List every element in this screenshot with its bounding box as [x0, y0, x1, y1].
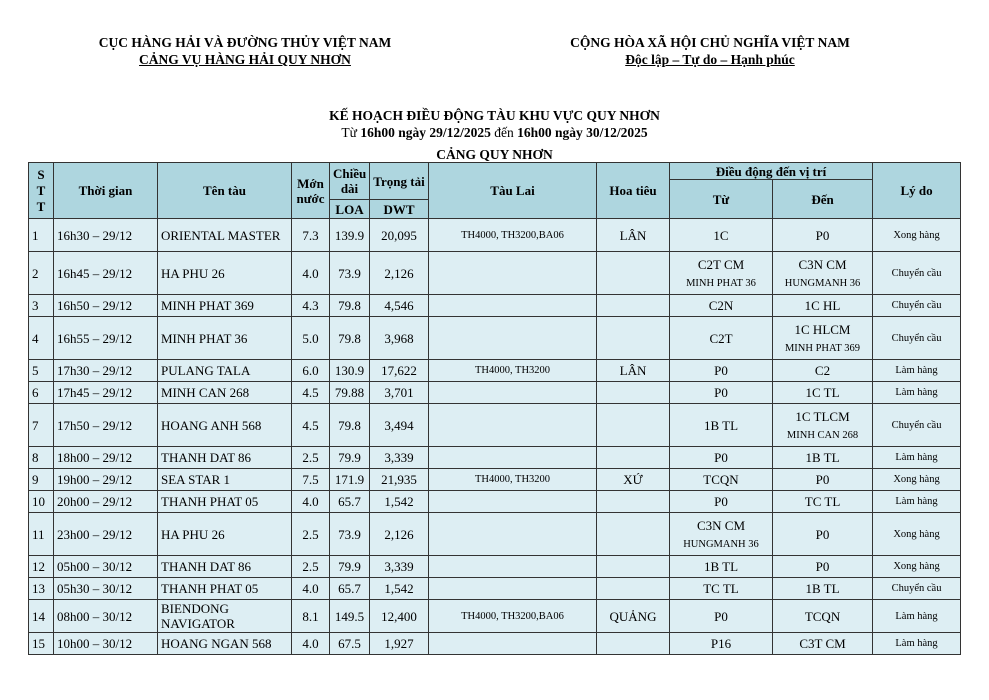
- to-word: đến: [494, 125, 514, 140]
- row-stt: 4: [29, 317, 54, 360]
- row-loa: 73.9: [330, 513, 370, 556]
- row-vessel: THANH DAT 86: [158, 447, 292, 469]
- row-tug: [429, 578, 597, 600]
- row-time: 08h00 – 30/12: [54, 600, 158, 633]
- national-title: CỘNG HÒA XÃ HỘI CHỦ NGHĨA VIỆT NAM: [570, 35, 850, 50]
- row-reason: Chuyển cầu: [873, 295, 961, 317]
- row-loa: 79.8: [330, 317, 370, 360]
- row-pilot: LÂN: [597, 360, 670, 382]
- row-to: P0: [773, 219, 873, 252]
- table-row: [29, 219, 961, 252]
- row-dwt: 4,546: [370, 295, 429, 317]
- row-to-alongside: HUNGMANH 36: [784, 277, 861, 289]
- table-row: [29, 295, 961, 317]
- row-tug: [429, 633, 597, 655]
- row-dwt: 3,701: [370, 382, 429, 404]
- row-loa: 171.9: [330, 469, 370, 491]
- row-loa: 73.9: [330, 252, 370, 295]
- table-row: [29, 633, 961, 655]
- row-reason: Xong hàng: [873, 513, 961, 556]
- table-row: [29, 252, 961, 295]
- row-tug: [429, 556, 597, 578]
- row-pilot: [597, 633, 670, 655]
- row-draft: 7.5: [292, 469, 330, 491]
- col-tonnage-unit: DWT: [370, 200, 429, 219]
- row-vessel: BIENDONG NAVIGATOR: [158, 600, 292, 633]
- col-tonnage: Trọng tải: [370, 163, 429, 200]
- row-stt: 9: [29, 469, 54, 491]
- row-draft: 2.5: [292, 556, 330, 578]
- row-to-alongside: MINH CAN 268: [786, 429, 859, 441]
- row-dwt: 1,542: [370, 491, 429, 513]
- row-tug: TH4000, TH3200,BA06: [429, 600, 597, 633]
- date-range: [0, 124, 989, 141]
- row-stt: 2: [29, 252, 54, 295]
- row-pilot: [597, 447, 670, 469]
- row-vessel: MINH PHAT 369: [158, 295, 292, 317]
- row-loa: 79.8: [330, 295, 370, 317]
- row-from: 1B TL: [670, 404, 773, 447]
- row-vessel: THANH DAT 86: [158, 556, 292, 578]
- row-dwt: 20,095: [370, 219, 429, 252]
- row-pilot: [597, 404, 670, 447]
- row-vessel: HA PHU 26: [158, 513, 292, 556]
- row-dwt: 3,968: [370, 317, 429, 360]
- row-dwt: 21,935: [370, 469, 429, 491]
- table-row: [29, 556, 961, 578]
- row-to: [773, 404, 873, 447]
- row-to: TC TL: [773, 491, 873, 513]
- row-loa: 65.7: [330, 578, 370, 600]
- row-pilot: [597, 252, 670, 295]
- row-loa: 79.9: [330, 447, 370, 469]
- row-dwt: 17,622: [370, 360, 429, 382]
- row-draft: 2.5: [292, 513, 330, 556]
- row-draft: 6.0: [292, 360, 330, 382]
- row-vessel: ORIENTAL MASTER: [158, 219, 292, 252]
- row-stt: 5: [29, 360, 54, 382]
- row-dwt: 3,494: [370, 404, 429, 447]
- row-time: 10h00 – 30/12: [54, 633, 158, 655]
- row-draft: 4.5: [292, 404, 330, 447]
- row-from-alongside: HUNGMANH 36: [683, 538, 759, 550]
- row-time: 05h30 – 30/12: [54, 578, 158, 600]
- row-reason: Làm hàng: [873, 360, 961, 382]
- row-time: 17h50 – 29/12: [54, 404, 158, 447]
- row-stt: 7: [29, 404, 54, 447]
- row-dwt: 1,542: [370, 578, 429, 600]
- row-stt: 15: [29, 633, 54, 655]
- row-to: TCQN: [773, 600, 873, 633]
- row-draft: 7.3: [292, 219, 330, 252]
- row-to: P0: [773, 469, 873, 491]
- row-dwt: 2,126: [370, 513, 429, 556]
- row-vessel: HA PHU 26: [158, 252, 292, 295]
- row-pilot: XỨ: [597, 469, 670, 491]
- row-to-berth: 1C TLCM: [795, 408, 850, 424]
- row-pilot: [597, 382, 670, 404]
- row-vessel: THANH PHAT 05: [158, 578, 292, 600]
- row-reason: Làm hàng: [873, 382, 961, 404]
- row-vessel: HOANG ANH 568: [158, 404, 292, 447]
- row-pilot: QUẢNG: [597, 600, 670, 633]
- row-stt: 6: [29, 382, 54, 404]
- row-reason: Làm hàng: [873, 491, 961, 513]
- row-loa: 149.5: [330, 600, 370, 633]
- col-move-group: Điều động đến vị trí: [670, 163, 873, 180]
- row-tug: [429, 317, 597, 360]
- row-reason: Chuyển cầu: [873, 404, 961, 447]
- row-to: C2: [773, 360, 873, 382]
- row-reason: Xong hàng: [873, 469, 961, 491]
- row-pilot: [597, 491, 670, 513]
- row-to: 1B TL: [773, 578, 873, 600]
- table-row: [29, 491, 961, 513]
- issuer-agency: CỤC HÀNG HẢI VÀ ĐƯỜNG THỦY VIỆT NAM: [98, 35, 392, 50]
- row-tug: [429, 447, 597, 469]
- row-pilot: [597, 317, 670, 360]
- row-tug: [429, 382, 597, 404]
- table-row: [29, 447, 961, 469]
- row-vessel: MINH PHAT 36: [158, 317, 292, 360]
- issuer-office: CẢNG VỤ HÀNG HẢI QUY NHƠN: [139, 52, 351, 67]
- row-reason: Làm hàng: [873, 633, 961, 655]
- row-draft: 4.0: [292, 633, 330, 655]
- col-stt: S T T: [29, 163, 54, 219]
- row-time: 20h00 – 29/12: [54, 491, 158, 513]
- national-motto: Độc lập – Tự do – Hạnh phúc: [625, 52, 795, 67]
- row-draft: 4.5: [292, 382, 330, 404]
- row-time: 16h30 – 29/12: [54, 219, 158, 252]
- row-time: 17h30 – 29/12: [54, 360, 158, 382]
- table-row: [29, 469, 961, 491]
- table-row: [29, 404, 961, 447]
- row-loa: 79.8: [330, 404, 370, 447]
- row-from: TCQN: [670, 469, 773, 491]
- row-dwt: 3,339: [370, 556, 429, 578]
- row-from: P0: [670, 491, 773, 513]
- from-datetime: 16h00 ngày 29/12/2025: [360, 125, 491, 140]
- row-from-alongside: MINH PHAT 36: [686, 277, 756, 289]
- row-reason: Chuyển cầu: [873, 317, 961, 360]
- row-from: P0: [670, 360, 773, 382]
- to-datetime: 16h00 ngày 30/12/2025: [517, 125, 648, 140]
- row-to-berth: C3N CM: [798, 256, 847, 272]
- row-draft: 8.1: [292, 600, 330, 633]
- row-vessel: MINH CAN 268: [158, 382, 292, 404]
- row-from: TC TL: [670, 578, 773, 600]
- table-row: [29, 360, 961, 382]
- row-dwt: 1,927: [370, 633, 429, 655]
- row-dwt: 12,400: [370, 600, 429, 633]
- row-tug: [429, 513, 597, 556]
- row-reason: Xong hàng: [873, 219, 961, 252]
- row-to: 1C TL: [773, 382, 873, 404]
- row-loa: 79.88: [330, 382, 370, 404]
- row-vessel: THANH PHAT 05: [158, 491, 292, 513]
- table-row: [29, 317, 961, 360]
- row-tug: [429, 295, 597, 317]
- row-draft: 4.0: [292, 491, 330, 513]
- row-tug: [429, 252, 597, 295]
- col-length: Chiều dài: [330, 163, 370, 200]
- row-draft: 5.0: [292, 317, 330, 360]
- row-loa: 67.5: [330, 633, 370, 655]
- row-draft: 4.3: [292, 295, 330, 317]
- row-reason: Làm hàng: [873, 447, 961, 469]
- row-reason: Xong hàng: [873, 556, 961, 578]
- row-pilot: [597, 556, 670, 578]
- row-from: P16: [670, 633, 773, 655]
- vessel-movement-table: [28, 162, 961, 655]
- row-stt: 3: [29, 295, 54, 317]
- port-name: CẢNG QUY NHƠN: [436, 147, 553, 162]
- row-from: [670, 513, 773, 556]
- row-pilot: LÂN: [597, 219, 670, 252]
- row-tug: TH4000, TH3200: [429, 469, 597, 491]
- row-loa: 79.9: [330, 556, 370, 578]
- row-time: 17h45 – 29/12: [54, 382, 158, 404]
- table-row: [29, 382, 961, 404]
- row-from: 1C: [670, 219, 773, 252]
- row-time: 16h55 – 29/12: [54, 317, 158, 360]
- row-pilot: [597, 295, 670, 317]
- from-word: Từ: [341, 125, 357, 140]
- row-to: P0: [773, 513, 873, 556]
- row-time: 16h50 – 29/12: [54, 295, 158, 317]
- row-from: P0: [670, 600, 773, 633]
- col-draft: Mớn nước: [292, 163, 330, 219]
- row-dwt: 2,126: [370, 252, 429, 295]
- row-stt: 13: [29, 578, 54, 600]
- row-draft: 4.0: [292, 578, 330, 600]
- issuer-header: [60, 34, 430, 68]
- row-vessel: SEA STAR 1: [158, 469, 292, 491]
- row-tug: [429, 404, 597, 447]
- row-draft: 2.5: [292, 447, 330, 469]
- row-from-berth: C2T CM: [697, 256, 745, 272]
- national-header: [520, 34, 900, 68]
- table-row: [29, 578, 961, 600]
- col-time: Thời gian: [54, 163, 158, 219]
- row-stt: 1: [29, 219, 54, 252]
- row-from: [670, 252, 773, 295]
- col-to: Đến: [773, 180, 873, 219]
- row-dwt: 3,339: [370, 447, 429, 469]
- col-tug: Tàu Lai: [429, 163, 597, 219]
- row-vessel: PULANG TALA: [158, 360, 292, 382]
- row-from-berth: C3N CM: [696, 517, 746, 533]
- col-vessel: Tên tàu: [158, 163, 292, 219]
- row-pilot: [597, 513, 670, 556]
- row-to: P0: [773, 556, 873, 578]
- row-pilot: [597, 578, 670, 600]
- row-stt: 14: [29, 600, 54, 633]
- row-loa: 130.9: [330, 360, 370, 382]
- row-loa: 65.7: [330, 491, 370, 513]
- row-from: P0: [670, 447, 773, 469]
- row-to: 1C HL: [773, 295, 873, 317]
- row-draft: 4.0: [292, 252, 330, 295]
- row-tug: TH4000, TH3200,BA06: [429, 219, 597, 252]
- row-to: [773, 252, 873, 295]
- document-title: KẾ HOẠCH ĐIỀU ĐỘNG TÀU KHU VỰC QUY NHƠN: [329, 108, 660, 123]
- row-from: P0: [670, 382, 773, 404]
- row-loa: 139.9: [330, 219, 370, 252]
- row-reason: Làm hàng: [873, 600, 961, 633]
- row-stt: 12: [29, 556, 54, 578]
- row-time: 19h00 – 29/12: [54, 469, 158, 491]
- col-length-unit: LOA: [330, 200, 370, 219]
- row-time: 18h00 – 29/12: [54, 447, 158, 469]
- row-to: 1B TL: [773, 447, 873, 469]
- row-stt: 10: [29, 491, 54, 513]
- row-time: 23h00 – 29/12: [54, 513, 158, 556]
- table-row: [29, 513, 961, 556]
- row-to: C3T CM: [773, 633, 873, 655]
- row-stt: 8: [29, 447, 54, 469]
- row-from: 1B TL: [670, 556, 773, 578]
- col-reason: Lý do: [873, 163, 961, 219]
- row-stt: 11: [29, 513, 54, 556]
- row-from: C2N: [670, 295, 773, 317]
- col-pilot: Hoa tiêu: [597, 163, 670, 219]
- row-tug: [429, 491, 597, 513]
- row-from: C2T: [670, 317, 773, 360]
- row-time: 16h45 – 29/12: [54, 252, 158, 295]
- col-from: Từ: [670, 180, 773, 219]
- table-row: [29, 600, 961, 633]
- row-to: [773, 317, 873, 360]
- row-reason: Chuyển cầu: [873, 578, 961, 600]
- row-vessel: HOANG NGAN 568: [158, 633, 292, 655]
- row-to-berth: 1C HLCM: [794, 321, 851, 337]
- row-to-alongside: MINH PHAT 369: [784, 342, 861, 354]
- row-tug: TH4000, TH3200: [429, 360, 597, 382]
- row-reason: Chuyển cầu: [873, 252, 961, 295]
- row-time: 05h00 – 30/12: [54, 556, 158, 578]
